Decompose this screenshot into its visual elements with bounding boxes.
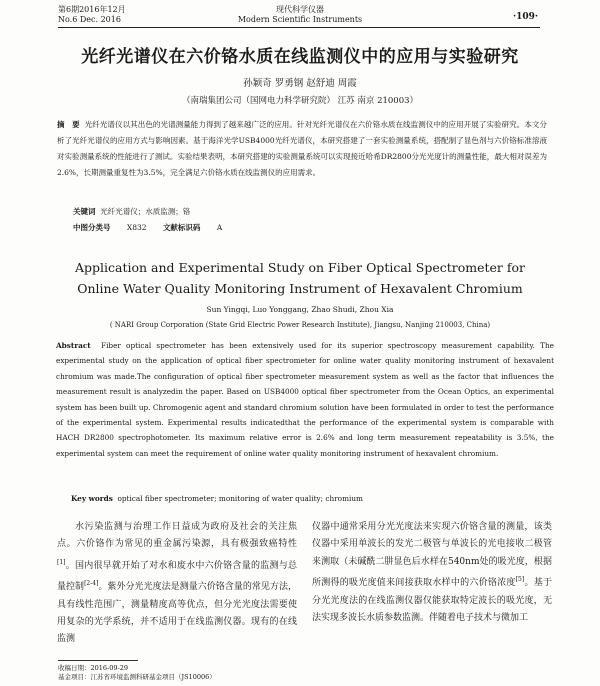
keywords-cn-text: 光纤光谱仪；水质监测；铬 (100, 207, 191, 216)
footnote-divider (58, 660, 138, 661)
doc-code-value: A (216, 223, 223, 232)
body-column-left (57, 519, 297, 649)
body-left-text-a: 水污染监测与治理工作日益成为政府及社会的关注焦点。六价铬作为常见的重金属污染源，具有极强致癌特性 (57, 522, 297, 550)
body-column-right (312, 519, 552, 627)
citation-5: [5] (515, 576, 525, 584)
issue-cn: 第6期2016年12月 (58, 5, 126, 14)
authors-cn: 孙颖奇 罗勇钢 赵舒迪 周霞 (243, 78, 357, 89)
keywords-en-text: optical fiber spectrometer; monitoring of water quality; chromium (117, 494, 363, 503)
abstract-en-text: Fiber optical spectrometer has been extensively used for its superior spectroscopy measurement capability. The experimental study on the application of optical fiber spectrometer for online water quality monitoring instrument of hexavalent chromium was made.The configuration of optical fiber spectrometer measurement system as well as the factor that influences the measurement result is analyzedin the paper. Based on USB4000 optical fiber spectrometer from the Ocean Optics, an experimental system has been built up. Chromogenic agent and standard chromium solution have been formulated in order to test the performance of the experimental system. Experimental results indicatedthat the performance of the experimental system is comparable with HACH DR2800 spectrophotometer. Its maximum relative error is 2.6% and long term measurement repeatability is 3.5%, the experimental system can meet the requirement of online water quality monitoring instrument of hexavalent chromium. (56, 341, 554, 458)
body-left-text-b: 。国内很早就开始了对水和废水中六价铬含量的监测与总量控制 (57, 560, 297, 593)
citation-2-4: [2-4] (84, 580, 99, 588)
keywords-en (71, 494, 363, 503)
issue-en: No.6 Dec. 2016 (58, 15, 121, 24)
clc-value: X832 (126, 223, 147, 232)
journal-name-en: Modern Scientific Instruments (237, 15, 363, 24)
doc-code-label: 文献标识码 (162, 223, 201, 232)
header-divider (58, 27, 540, 28)
abstract-cn-text: 光纤光谱仪以其出色的光谱测量能力得到了越来越广泛的应用。针对光纤光谱仪在六价铬水质在线监测仪中的应用开展了实验研究。本文分析了光纤光谱仪的应用方式与影响因素。基于海洋光学USB4000光纤光谱仪，本研究搭建了一套实验测量系统，搭配制了显色剂与六价铬标准溶液对实验测量系统的性能进行了测试。实验结果表明，本研究搭建的实验测量系统可以实现接近哈希DR2800分光光度计的测量性能，最大相对误差为2.6%，长期测量重复性为3.5%，完全满足六价铬水质在线监测仪的应用需求。 (57, 120, 548, 177)
clc-label: 中图分类号 (73, 223, 111, 232)
title-en: Application and Experimental Study on Fiber Optical Spectrometer for Online Water Quality Monitoring Instrument of Hexavalent Chromium (75, 260, 525, 296)
journal-name-cn: 现代科学仪器 (276, 5, 324, 14)
keywords-cn-label: 关键词 (73, 207, 96, 216)
citation-1: [1] (57, 558, 66, 566)
issue-info (58, 5, 126, 25)
keywords-en-label: Key words (71, 494, 113, 503)
authors-en: Sun Yingqi, Luo Yonggang, Zhao Shudi, Zhou Xia (206, 305, 394, 314)
affiliation-en: ( NARI Group Corporation (State Grid Electric Power Research Institute), Jiangsu, Nanjing 210003, China) (109, 321, 491, 329)
body-left-text-c: 。紫外分光光度法是测量六价铬含量的常见方法，具有线性范围广，测量精度高等优点，但分光光度法需要使用复杂的光学系统，并不适用于在线监测仪器。现有的在线监测 (57, 582, 297, 645)
abstract-cn-label: 摘 要 (57, 120, 80, 129)
body-right-text-a: 仪器中通常采用分光光度法来实现六价铬含量的测量，该类仪器中采用单波长的发光二极管与单波长的光电接收二极管来测取（未碱酰二肼显色后水样在540nm处的吸光度，根据所测得的吸光度值来间接获取水样中的六价铬浓度 (312, 522, 552, 589)
body-right-text-b: 。基于分光光度法的在线监测仪器仅能获取特定波长的吸光度，无法实现多波长水质参数监测。伴随着电子技术与微加工 (312, 578, 552, 624)
page-number: ·109· (512, 12, 538, 22)
abstract-en (56, 338, 554, 461)
affiliation-cn: （南瑞集团公司（国网电力科学研究院） 江苏 南京 210003） (181, 96, 419, 106)
abstract-cn (57, 117, 547, 181)
footnote-received: 收稿日期：2016-09-29 (58, 664, 128, 672)
abstract-en-label: Abstract (56, 341, 91, 350)
title-cn: 光纤光谱仪在六价铬水质在线监测仪中的应用与实验研究 (81, 47, 519, 67)
classification-cn (73, 222, 236, 233)
journal-name (200, 5, 400, 25)
keywords-cn (73, 206, 190, 217)
footnote-fund: 基金项目：江苏省环境监测科研基金项目（JS10006） (58, 673, 216, 681)
